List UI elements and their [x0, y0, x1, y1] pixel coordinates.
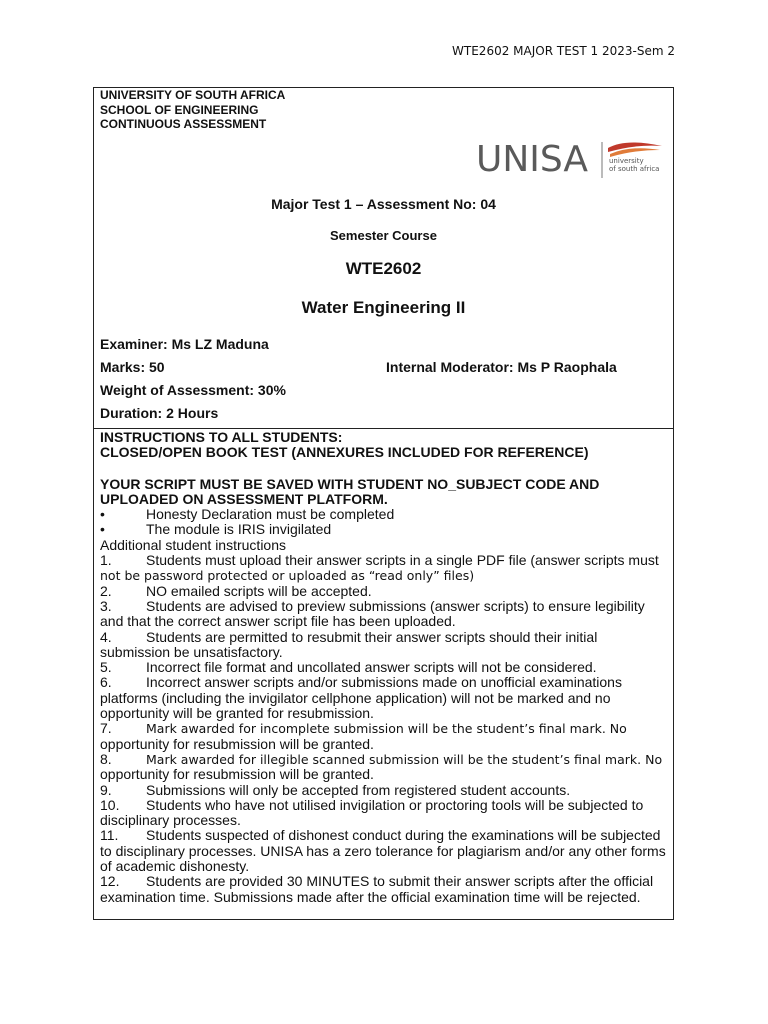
bullet-marker: • — [100, 521, 105, 538]
logo-tagline-line2: of south africa — [609, 165, 660, 173]
semester-label: Semester Course — [330, 228, 437, 243]
internal-moderator: Internal Moderator: Ms P Raophala — [386, 359, 617, 375]
item-number: 7. — [100, 720, 112, 737]
item-text: Students who have not utilised invigilation or proctoring tools will be subjected to disciplinary processes. — [100, 796, 644, 829]
item-text: Students are provided 30 MINUTES to submit their answer scripts after the official examination time. Submissions made after the official examination time will be rejected. — [100, 873, 654, 905]
instruction-item — [100, 660, 670, 675]
examiner: Examiner: Ms LZ Maduna — [100, 336, 269, 352]
item-number: 5. — [100, 659, 112, 676]
unisa-logo — [476, 136, 666, 186]
instruction-item — [100, 752, 670, 783]
item-number: 10. — [100, 796, 120, 813]
item-text: Students are advised to preview submissions (answer scripts) to ensure legibility and that the correct answer script file has been uploaded. — [100, 597, 645, 630]
item-number: 6. — [100, 674, 112, 691]
instruction-item — [100, 553, 670, 584]
bullet-item — [100, 522, 670, 537]
item-text: NO emailed scripts will be accepted. — [146, 582, 372, 599]
item-text: Incorrect answer scripts and/or submissions made on unofficial examinations platforms (including the invigilator cellphone application) will not be marked and no opportunity will be granted for resubmission. — [100, 674, 622, 722]
logo-tagline-line1: university — [609, 157, 644, 165]
item-number: 3. — [100, 597, 112, 614]
organisation-block — [100, 88, 285, 132]
item-number: 1. — [100, 552, 112, 569]
bullet-item — [100, 507, 670, 522]
instruction-item — [100, 798, 670, 829]
logo-tagline — [609, 157, 659, 173]
cover-details-block — [94, 88, 673, 429]
instruction-item — [100, 584, 670, 599]
cover-frame — [93, 87, 674, 920]
marks: Marks: 50 — [100, 359, 165, 375]
org-line-assessment: CONTINUOUS ASSESSMENT — [100, 117, 267, 131]
bullet-text: The module is IRIS invigilated — [146, 521, 332, 538]
item-number: 4. — [100, 628, 112, 645]
instructions-heading: INSTRUCTIONS TO ALL STUDENTS: — [100, 429, 343, 445]
instruction-item — [100, 828, 670, 874]
bullet-marker: • — [100, 506, 105, 523]
additional-instructions-label: Additional student instructions — [100, 536, 286, 553]
assessment-number: Major Test 1 – Assessment No: 04 — [271, 196, 496, 212]
module-title: Water Engineering II — [301, 298, 466, 317]
item-text: Students must upload their answer scripts in a single PDF file (answer scripts must — [146, 552, 659, 569]
book-test-heading: CLOSED/OPEN BOOK TEST (ANNEXURES INCLUDED FOR REFERENCE) — [100, 444, 589, 461]
instructions-text — [100, 430, 670, 905]
instruction-item — [100, 783, 670, 798]
spacer — [100, 461, 670, 477]
item-number: 12. — [100, 873, 120, 890]
bullet-text: Honesty Declaration must be completed — [146, 506, 395, 523]
item-text: Students are permitted to resubmit their answer scripts should their initial submission be unsatisfactory. — [100, 628, 598, 660]
module-code: WTE2602 — [345, 259, 422, 278]
script-save-note: YOUR SCRIPT MUST BE SAVED WITH STUDENT NO_SUBJECT CODE AND UPLOADED ON ASSESSMENT PLATFORM. — [100, 475, 600, 507]
item-text-continued: opportunity for resubmission will be granted. — [100, 735, 374, 752]
item-number: 11. — [100, 827, 119, 844]
item-text: Incorrect file format and uncollated answer scripts will not be considered. — [146, 659, 597, 676]
logo-wordmark: UNISA — [476, 139, 589, 180]
instruction-item — [100, 599, 670, 630]
item-text: Submissions will only be accepted from registered student accounts. — [146, 781, 571, 798]
item-text: Students suspected of dishonest conduct during the examinations will be subjected to disciplinary processes. UNISA has a zero tolerance for plagiarism and/or any other forms of academic dishonesty. — [100, 827, 666, 875]
item-text: Mark awarded for incomplete submission will be the student’s final mark. No — [146, 721, 627, 737]
instruction-item — [100, 874, 670, 905]
assessment-weight: Weight of Assessment: 30% — [100, 382, 286, 398]
instruction-item — [100, 675, 670, 721]
instruction-item — [100, 721, 670, 752]
org-line-university: UNIVERSITY OF SOUTH AFRICA — [100, 88, 286, 102]
item-text-continued: opportunity for resubmission will be granted. — [100, 766, 374, 783]
page-header: WTE2602 MAJOR TEST 1 2023-Sem 2 — [452, 44, 675, 58]
item-text: Mark awarded for illegible scanned submission will be the student’s final mark. No — [146, 751, 663, 767]
item-number: 9. — [100, 781, 112, 798]
item-text-continued: not be password protected or uploaded as “read only” files) — [100, 568, 475, 584]
item-number: 2. — [100, 582, 112, 599]
duration: Duration: 2 Hours — [100, 405, 219, 421]
org-line-school: SCHOOL OF ENGINEERING — [100, 102, 259, 117]
item-number: 8. — [100, 750, 112, 767]
instruction-item — [100, 630, 670, 661]
